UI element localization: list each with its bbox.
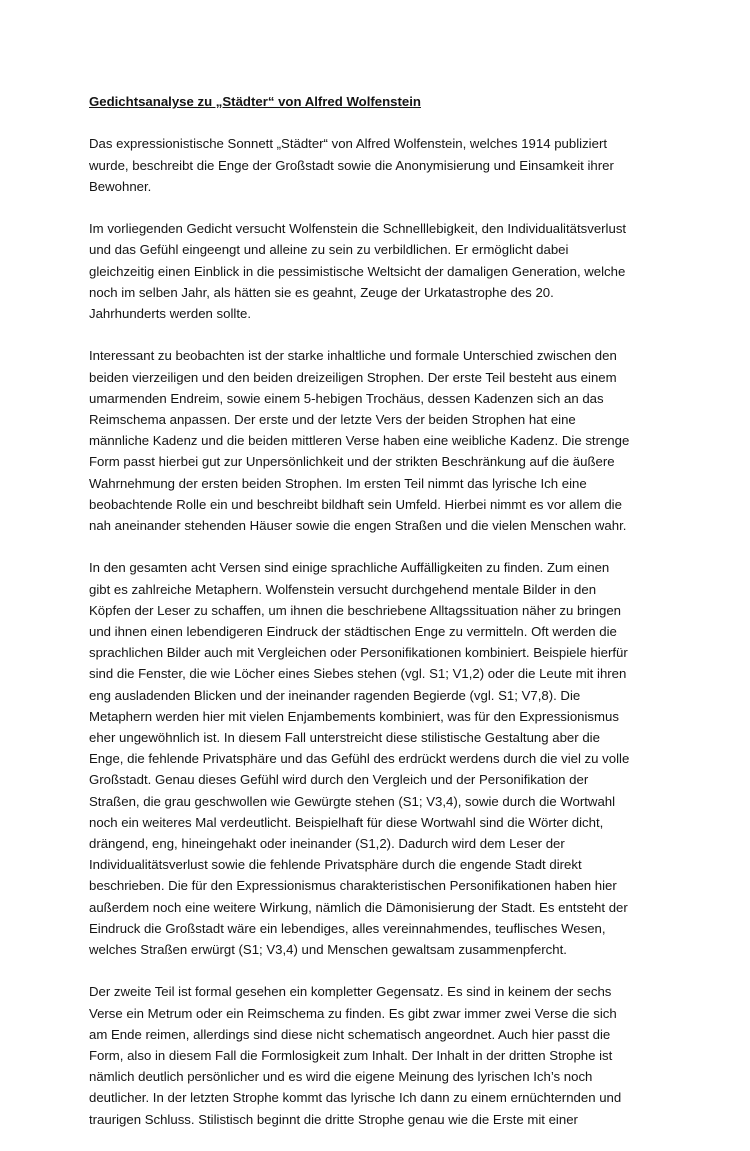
text-line: Jahrhunderts werden sollte. xyxy=(89,306,252,321)
text-line: drängend, eng, hineingehakt oder ineinander (S1,2). Dadurch wird dem Leser der xyxy=(89,836,565,852)
text-line: Metaphern werden hier mit vielen Enjambements kombiniert, was für den Expressionismus xyxy=(89,708,619,724)
text-line: noch ein weiteres Mal verdeutlicht. Beispielhaft für diese Wortwahl sind die Wörter dicht, xyxy=(89,814,604,830)
text-line: wurde, beschreibt die Enge der Großstadt sowie die Anonymisierung und Einsamkeit ihrer xyxy=(89,157,614,173)
text-line: eher ungewöhnlich ist. In diesem Fall unterstreicht diese stilistische Gestaltung aber die xyxy=(89,730,600,746)
text-line: außerdem noch eine weitere Wirkung, nämlich die Dämonisierung der Stadt. Es entsteht der xyxy=(89,899,628,915)
text-line: sprachlichen Bilder auch mit Vergleichen oder Personifikationen kombiniert. Beispiele hierfür xyxy=(89,645,628,661)
text-line: nah aneinander stehenden Häuser sowie die engen Straßen und die vielen Menschen wahr. xyxy=(89,518,627,534)
text-line: Straßen, die grau geschwollen wie Gewürgte stehen (S1; V3,4), sowie durch die Wortwahl xyxy=(89,793,616,809)
text-line: Reimschema anpassen. Der erste und der letzte Vers der beiden Strophen hat eine xyxy=(89,412,576,427)
text-line: umarmenden Endreim, sowie einem 5-hebigen Trochäus, dessen Kadenzen sich an das xyxy=(89,390,604,406)
text-line: traurigen Schluss. Stilistisch beginnt die dritte Strophe genau wie die Erste mit einer xyxy=(89,1111,578,1127)
text-line: beschrieben. Die für den Expressionismus charakteristischen Personifikationen haben hier xyxy=(89,878,617,894)
text-line: sind die Fenster, die wie Löcher eines Siebes stehen (vgl. S1; V1,2) oder die Leute mit ihren xyxy=(89,666,627,682)
text-line: Wahrnehmung der ersten beiden Strophen. Im ersten Teil nimmt das lyrische Ich eine xyxy=(89,475,587,491)
paragraph xyxy=(89,345,661,536)
text-line: Im vorliegenden Gedicht versucht Wolfenstein die Schnelllebigkeit, den Individualitätsverlust xyxy=(89,221,627,237)
text-line: beobachtende Rolle ein und beschreibt bildhaft sein Umfeld. Hierbei nimmt es vor allem die xyxy=(89,496,622,512)
text-line: Eindruck die Großstadt wäre ein lebendiges, alles vereinnahmendes, teuflisches Wesen, xyxy=(89,920,606,936)
paragraph xyxy=(89,133,661,197)
text-line: beiden vierzeiligen und den beiden dreizeiligen Strophen. Der erste Teil besteht aus einem xyxy=(89,369,617,385)
text-line: Bewohner. xyxy=(89,178,152,194)
text-line: eng ausladenden Blicken und der ineinander ragenden Begierde (vgl. S1; V7,8). Die xyxy=(89,687,581,703)
text-line: Großstadt. Genau dieses Gefühl wird durch den Vergleich und der Personifikation der xyxy=(89,772,589,788)
text-line: Köpfen der Leser zu schaffen, um ihnen die beschriebene Alltagssituation näher zu bringen xyxy=(89,602,622,618)
text-line: Form passt hierbei gut zur Unpersönlichkeit und der strikten Beschränkung auf die äußere xyxy=(89,454,615,470)
paragraph xyxy=(89,981,661,1129)
document-page xyxy=(89,91,661,1151)
text-line: am Ende reimen, allerdings sind diese nicht schematisch angeordnet. Auch hier passt die xyxy=(89,1026,611,1042)
text-line: deutlicher. In der letzten Strophe kommt das lyrische Ich dann zu einem ernüchternden und xyxy=(89,1090,622,1106)
text-line: Der zweite Teil ist formal gesehen ein kompletter Gegensatz. Es sind in keinem der sechs xyxy=(89,984,612,1000)
document-body xyxy=(89,133,661,1129)
text-line: noch im selben Jahr, als hätten sie es geahnt, Zeuge der Urkatastrophe des 20. xyxy=(89,284,554,300)
paragraph xyxy=(89,557,661,960)
text-line: Form, also in diesem Fall die Formlosigkeit zum Inhalt. Der Inhalt in der dritten Strophe ist xyxy=(89,1048,613,1064)
paragraph xyxy=(89,218,661,324)
text-line: In den gesamten acht Versen sind einige sprachliche Auffälligkeiten zu finden. Zum einen xyxy=(89,560,610,576)
text-line: nämlich deutlich persönlicher und es wird die eigene Meinung des lyrischen Ich’s noch xyxy=(89,1069,593,1085)
text-line: männliche Kadenz und die beiden mittleren Verse haben eine weibliche Kadenz. Die strenge xyxy=(89,433,630,449)
text-line: Das expressionistische Sonnett „Städter“ von Alfred Wolfenstein, welches 1914 publiziert xyxy=(89,136,608,152)
text-line: gibt es zahlreiche Metaphern. Wolfenstein versucht durchgehend mentale Bilder in den xyxy=(89,581,597,597)
text-line: Enge, die fehlende Privatsphäre und das Gefühl des erdrückt werdens durch die viel zu volle xyxy=(89,751,630,767)
text-line: Verse ein Metrum oder ein Reimschema zu finden. Es gibt zwar immer zwei Verse die sich xyxy=(89,1005,617,1021)
text-line: und das Gefühl eingeengt und alleine zu sein zu verbildlichen. Er ermöglicht dabei xyxy=(89,242,569,258)
text-line: und ihnen einen lebendigeren Eindruck der städtischen Enge zu vermitteln. Oft werden die xyxy=(89,624,617,640)
text-line: Individualitätsverlust sowie die fehlende Privatsphäre durch die engende Stadt direkt xyxy=(89,857,582,873)
document-title: Gedichtsanalyse zu „Städter“ von Alfred Wolfenstein xyxy=(89,94,421,109)
text-line: welches Straßen erwürgt (S1; V3,4) und Menschen gewaltsam zusammenpfercht. xyxy=(89,942,567,958)
text-line: Interessant zu beobachten ist der starke inhaltliche und formale Unterschied zwischen den xyxy=(89,348,617,364)
text-line: gleichzeitig einen Einblick in die pessimistische Weltsicht der damaligen Generation, welche xyxy=(89,263,626,279)
